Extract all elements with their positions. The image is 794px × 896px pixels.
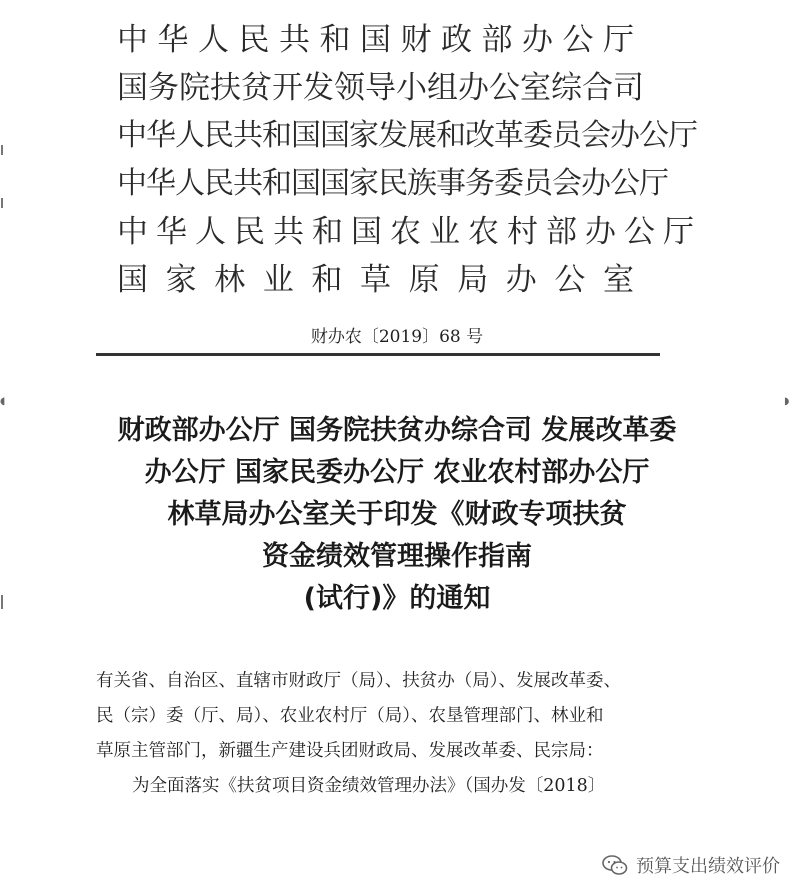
issuer-line: 中华人民共和国财政部办公厅 bbox=[117, 22, 642, 58]
punch-hole-mark-left: ◖ bbox=[0, 396, 6, 407]
issuer-line: 中华人民共和国国家发展和改革委员会办公厅 bbox=[117, 118, 697, 153]
title-line: (试行)》的通知 bbox=[303, 583, 491, 614]
issuing-authorities bbox=[117, 16, 702, 304]
title-line: 资金绩效管理操作指南 bbox=[262, 541, 532, 572]
punch-hole-mark-right: ◗ bbox=[784, 396, 790, 407]
header-divider bbox=[96, 353, 660, 356]
issuer-line: 国务院扶贫开发领导小组办公室综合司 bbox=[117, 70, 644, 106]
wechat-icon bbox=[602, 854, 628, 876]
title-line: 办公厅 国家民委办公厅 农业农村部办公厅 bbox=[144, 457, 650, 488]
document-title bbox=[60, 410, 734, 620]
account-watermark bbox=[602, 852, 780, 878]
title-line: 林草局办公室关于印发《财政专项扶贫 bbox=[167, 499, 627, 530]
title-line: 财政部办公厅 国务院扶贫办综合司 发展改革委 bbox=[117, 415, 677, 446]
scan-edge-mark bbox=[1, 145, 3, 155]
scan-edge-mark bbox=[1, 198, 3, 208]
body-line: 民（宗）委（厅、局）、农业农村厅（局）、农垦管理部门、林业和 bbox=[96, 706, 604, 726]
body-line: 为全面落实《扶贫项目资金绩效管理办法》（国办发〔2018〕 bbox=[132, 776, 606, 796]
issuer-line: 中华人民共和国农业农村部办公厅 bbox=[117, 214, 702, 250]
issuer-line: 国家林业和草原局办公室 bbox=[117, 262, 642, 298]
body-line: 草原主管部门，新疆生产建设兵团财政局、发展改革委、民宗局： bbox=[96, 741, 604, 761]
issuer-line: 中华人民共和国国家民族事务委员会办公厅 bbox=[117, 166, 668, 201]
body-line: 有关省、自治区、直辖市财政厅（局）、扶贫办（局）、发展改革委、 bbox=[96, 671, 621, 691]
watermark-text: 预算支出绩效评价 bbox=[636, 856, 780, 877]
scan-edge-mark bbox=[1, 595, 3, 609]
document-number: 财办农〔2019〕68 号 bbox=[310, 327, 484, 347]
document-body bbox=[96, 664, 661, 804]
